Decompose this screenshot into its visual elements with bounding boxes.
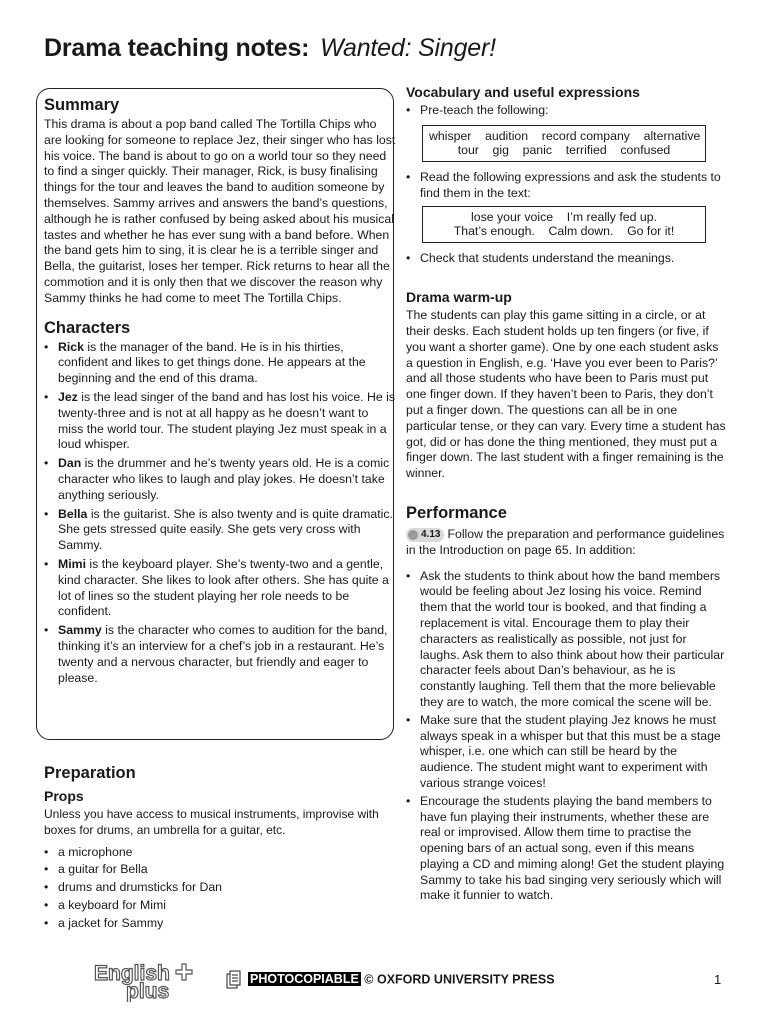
props-heading: Props	[44, 788, 84, 804]
page-title	[44, 34, 496, 63]
summary-heading: Summary	[44, 96, 120, 114]
character-item-sammy: • Sammy is the character who comes to audition for the band, thinking it’s an interview for a chef’s job in a restaurant. He’s twenty and a nervous character, but friendly and eager to please.	[44, 623, 396, 686]
svg-text:English: English	[94, 962, 170, 985]
list-item: • a jacket for Sammy	[44, 916, 396, 932]
warmup-text: The students can play this game sitting in a circle, or at their desks. Each student holds up ten fingers (or five, if you want a shorter game). One by one each student asks a question in English, e.g. ‘Have you ever been to Paris?’ and all those students who have been to Paris must put one finger down. If they haven’t been to Paris, they don’t put a finger down. The questions can all be in one particular tense, or they can vary. Every time a student has got, did or has done the thing mentioned, they must put a finger down. The last student with a finger remaining is the winner.	[406, 308, 726, 481]
publisher-text: © OXFORD UNIVERSITY PRESS	[360, 972, 555, 987]
page-number: 1	[714, 972, 722, 987]
vocabulary-list	[406, 103, 726, 119]
characters-list	[44, 340, 396, 687]
summary-text: This drama is about a pop band called The Tortilla Chips who are looking for someone to replace Jez, their singer who has lost his voice. The band is about to go on a world tour so they need to find a singer quickly. Their manager, Rick, is busy finalising things for the tour and leaves the band to audition someone by themselves. Sammy arrives and answers the band’s questions, although he is rather confused by being asked about his musical tastes and whether he has ever sung with a band before. When the band gets him to sing, it is clear he is a terrible singer and Bella, the guitarist, loses her temper. Rick returns to hear all the commotion and it is only then that we discover the reason why Sammy thinks he had come to meet The Tortilla Chips.	[44, 117, 396, 305]
character-item-mimi: • Mimi is the keyboard player. She’s twenty-two and a gentle, kind character. She likes to look after others. She has quite a lot of lines so the student playing her role needs to be confident.	[44, 557, 396, 620]
characters-heading: Characters	[44, 318, 131, 337]
title-main: Drama teaching notes:	[44, 34, 310, 62]
character-item-rick: • Rick is the manager of the band. He is in his thirties, confident and likes to get things done. He appears at the beginning and the end of this drama.	[44, 340, 396, 387]
vocabulary-list-3	[406, 251, 726, 267]
vocabulary-word-box	[422, 125, 706, 162]
vocabulary-list-2	[406, 170, 726, 202]
list-item: • Check that students understand the meanings.	[406, 251, 726, 267]
list-item: • Encourage the students playing the band members to have fun playing their instruments, whether these are real or improvised. Allow them time to practise the opening bars of an actual song, even if this means playing a CD and miming along! Get the student playing Sammy to take his bad singing very seriously which will make it funnier to watch.	[406, 794, 726, 905]
list-item: • Ask the students to think about how the band members would be feeling about Jez losing his voice. Remind them that the world tour is booked, and that finding a replacement is vital. Encourage them to play their characters as realistically as possible, not just for laughs. Ask them to also think about how their particular character feels about Dan’s behaviour, as he is constantly laughing. Tell them that the more believable they are to watch, the more comical the scene will be.	[406, 569, 726, 711]
title-drama-name: Wanted: Singer!	[320, 34, 496, 62]
audio-cd-icon	[408, 530, 418, 540]
character-item-dan: • Dan is the drummer and he’s twenty years old. He is a comic character who likes to laugh and play jokes. He doesn’t take anything seriously.	[44, 456, 396, 503]
props-list	[44, 845, 396, 932]
preparation-section	[44, 764, 396, 934]
character-item-jez: • Jez is the lead singer of the band and has lost his voice. He is twenty-three and is not at all happy as he doesn’t want to miss the world tour. The student playing Jez must speak in a loud whisper.	[44, 390, 396, 453]
performance-intro: 4.13 Follow the preparation and performance guidelines in the Introduction on page 65. In addition:	[406, 526, 725, 557]
performance-list	[406, 569, 726, 905]
preparation-heading: Preparation	[44, 764, 136, 782]
vocabulary-words-line-2: tour gig panic terrified confused	[457, 142, 671, 157]
english-plus-logo	[92, 960, 202, 1002]
list-item: • Pre-teach the following:	[406, 103, 726, 119]
audio-track-badge: 4.13	[406, 528, 444, 542]
expressions-box	[422, 206, 706, 243]
right-column	[406, 84, 726, 904]
list-item: • Read the following expressions and ask the students to find them in the text:	[406, 170, 726, 202]
vocabulary-words-line-1: whisper audition record company alternative	[429, 128, 701, 143]
list-item: • a guitar for Bella	[44, 862, 396, 878]
expressions-line-1: lose your voice I’m really fed up.	[471, 210, 657, 225]
left-column	[44, 88, 396, 686]
character-item-bella: • Bella is the guitarist. She is also twenty and is quite dramatic. She gets stressed quite easily. She gets very cross with Sammy.	[44, 507, 396, 554]
footer-copyright	[226, 970, 555, 990]
expressions-line-2: That’s enough. Calm down. Go for it!	[453, 224, 675, 239]
photocopy-icon	[226, 970, 242, 990]
performance-heading: Performance	[406, 503, 507, 522]
photocopiable-label: PHOTOCOPIABLE	[250, 972, 359, 987]
list-item: • a microphone	[44, 845, 396, 861]
props-text: Unless you have access to musical instruments, improvise with boxes for drums, an umbrella for a guitar, etc.	[44, 807, 379, 837]
vocabulary-heading: Vocabulary and useful expressions	[406, 84, 640, 100]
list-item: • drums and drumsticks for Dan	[44, 880, 396, 896]
svg-text:plus: plus	[126, 980, 170, 1002]
list-item: • Make sure that the student playing Jez knows he must always speak in a whisper but that this must be a stage whisper, i.e. one which can still be heard by the audience. The student might want to experiment with various strange voices!	[406, 713, 726, 792]
warmup-heading: Drama warm-up	[406, 289, 512, 306]
list-item: • a keyboard for Mimi	[44, 898, 396, 914]
